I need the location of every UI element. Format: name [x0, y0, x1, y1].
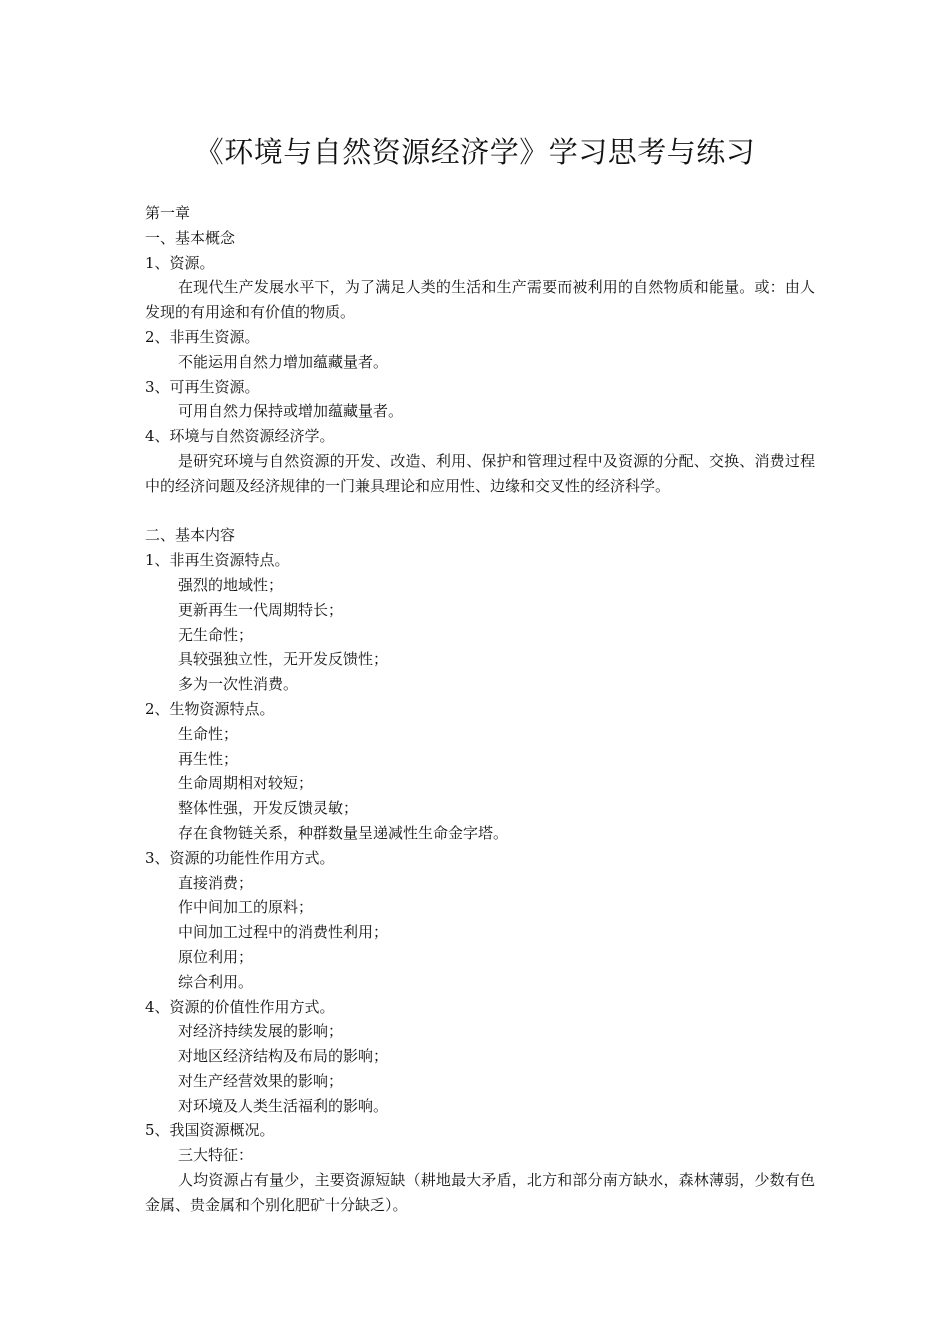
document-body [145, 201, 815, 1218]
concept-heading: 1、资源。 [145, 253, 215, 272]
document-title: 《环境与自然资源经济学》学习思考与练习 [194, 135, 756, 169]
content-heading: 1、非再生资源特点。 [145, 551, 290, 570]
content-heading: 5、我国资源概况。 [145, 1121, 275, 1140]
section-heading-contents: 二、基本内容 [145, 526, 236, 545]
content-heading: 3、资源的功能性作用方式。 [145, 848, 335, 867]
concept-definition: 不能运用自然力增加蕴藏量者。 [178, 352, 389, 371]
content-point: 再生性； [178, 749, 239, 768]
content-paragraph: 人均资源占有量少，主要资源短缺（耕地最大矛盾，北方和部分南方缺水，森林薄弱，少数有色金属、贵金属和个别化肥矿十分缺乏）。 [145, 1171, 815, 1214]
content-point: 对地区经济结构及布局的影响； [178, 1047, 389, 1066]
concept-heading: 4、环境与自然资源经济学。 [145, 427, 335, 446]
content-point: 多为一次性消费。 [178, 675, 299, 694]
chapter-heading: 第一章 [145, 204, 191, 222]
content-point: 强烈的地域性； [178, 575, 284, 594]
concept-definition: 是研究环境与自然资源的开发、改造、利用、保护和管理过程中及资源的分配、交换、消费过程中的经济问题及经济规律的一门兼具理论和应用性、边缘和交叉性的经济科学。 [145, 451, 815, 495]
blank-line [145, 499, 815, 524]
content-point: 综合利用。 [178, 972, 254, 991]
content-point: 三大特征： [178, 1146, 254, 1165]
content-point: 更新再生一代周期特长； [178, 600, 344, 619]
concept-definition: 可用自然力保持或增加蕴藏量者。 [178, 402, 404, 421]
concept-definition: 在现代生产发展水平下，为了满足人类的生活和生产需要而被利用的自然物质和能量。或：由人发现的有用途和有价值的物质。 [145, 278, 815, 322]
content-point: 具较强独立性，无开发反馈性； [178, 650, 389, 669]
content-point: 直接消费； [178, 873, 254, 892]
content-point: 中间加工过程中的消费性利用； [178, 923, 389, 942]
content-heading: 4、资源的价值性作用方式。 [145, 997, 335, 1016]
content-point: 生命周期相对较短； [178, 774, 314, 793]
content-heading: 2、生物资源特点。 [145, 699, 275, 718]
concept-heading: 2、非再生资源。 [145, 327, 260, 346]
content-point: 存在食物链关系，种群数量呈递减性生命金字塔。 [178, 823, 509, 842]
content-point: 无生命性； [178, 625, 254, 644]
content-point: 作中间加工的原料； [178, 898, 314, 917]
content-point: 整体性强，开发反馈灵敏； [178, 799, 359, 818]
content-point: 对环境及人类生活福利的影响。 [178, 1096, 389, 1115]
content-point: 生命性； [178, 724, 239, 743]
section-heading-concepts: 一、基本概念 [145, 228, 236, 247]
content-point: 对经济持续发展的影响； [178, 1022, 344, 1041]
concept-heading: 3、可再生资源。 [145, 377, 260, 396]
content-point: 对生产经营效果的影响； [178, 1071, 344, 1090]
content-point: 原位利用； [178, 947, 254, 966]
